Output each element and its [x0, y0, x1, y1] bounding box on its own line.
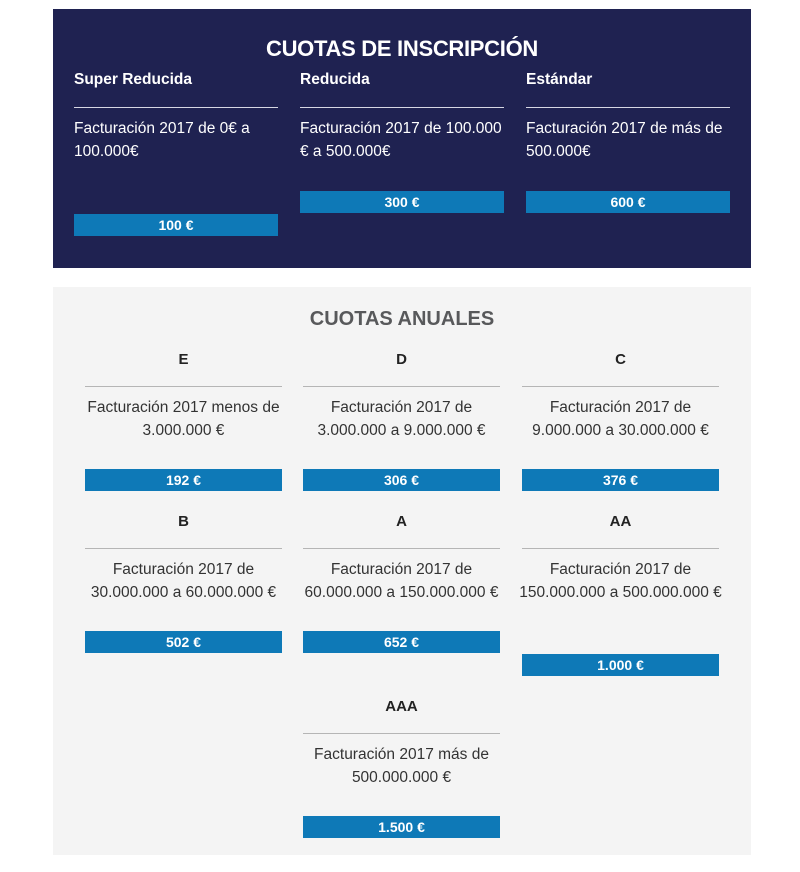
divider	[303, 548, 500, 549]
tier-description: Facturación 2017 más de 500.000.000 €	[314, 746, 489, 786]
tier-name: Super Reducida	[74, 71, 192, 88]
tier-price: 1.000 €	[522, 654, 719, 676]
tier-name: C	[615, 351, 626, 368]
tier-price: 300 €	[300, 191, 504, 213]
tier-price: 192 €	[85, 469, 282, 491]
tier-price: 600 €	[526, 191, 730, 213]
tier-description: Facturación 2017 menos de 3.000.000 €	[87, 399, 280, 439]
tier-description: Facturación 2017 de más de 500.000€	[526, 120, 723, 160]
tier-description: Facturación 2017 de 3.000.000 a 9.000.000 €	[317, 399, 486, 439]
tier-price: 1.500 €	[303, 816, 500, 838]
tier-description: Facturación 2017 de 30.000.000 a 60.000.000 €	[90, 561, 277, 601]
annual-fees-panel	[53, 287, 751, 855]
tier-name: Estándar	[526, 71, 593, 88]
divider	[300, 107, 504, 108]
inscription-fees-title: CUOTAS DE INSCRIPCIÓN	[266, 36, 538, 61]
tier-price: 652 €	[303, 631, 500, 653]
tier-price: 100 €	[74, 214, 278, 236]
divider	[303, 733, 500, 734]
tier-name: B	[178, 513, 189, 530]
tier-price: 306 €	[303, 469, 500, 491]
tier-name: D	[396, 351, 407, 368]
divider	[522, 548, 719, 549]
annual-fees-title: CUOTAS ANUALES	[309, 308, 495, 330]
divider	[74, 107, 278, 108]
tier-name: Reducida	[300, 71, 370, 88]
tier-name: AAA	[385, 698, 418, 715]
inscription-fees-panel	[53, 9, 751, 268]
tier-price: 376 €	[522, 469, 719, 491]
tier-price: 502 €	[85, 631, 282, 653]
divider	[522, 386, 719, 387]
tier-description: Facturación 2017 de 0€ a 100.000€	[74, 120, 250, 160]
tier-description: Facturación 2017 de 9.000.000 a 30.000.000 €	[532, 399, 709, 439]
tier-description: Facturación 2017 de 60.000.000 a 150.000.000 €	[304, 561, 499, 601]
tier-description: Facturación 2017 de 100.000 € a 500.000€	[300, 120, 502, 160]
tier-name: A	[396, 513, 407, 530]
tier-name: AA	[609, 513, 632, 530]
divider	[526, 107, 730, 108]
tier-name: E	[178, 351, 189, 368]
divider	[85, 386, 282, 387]
divider	[303, 386, 500, 387]
divider	[85, 548, 282, 549]
tier-description: Facturación 2017 de 150.000.000 a 500.000.000 €	[519, 561, 722, 601]
